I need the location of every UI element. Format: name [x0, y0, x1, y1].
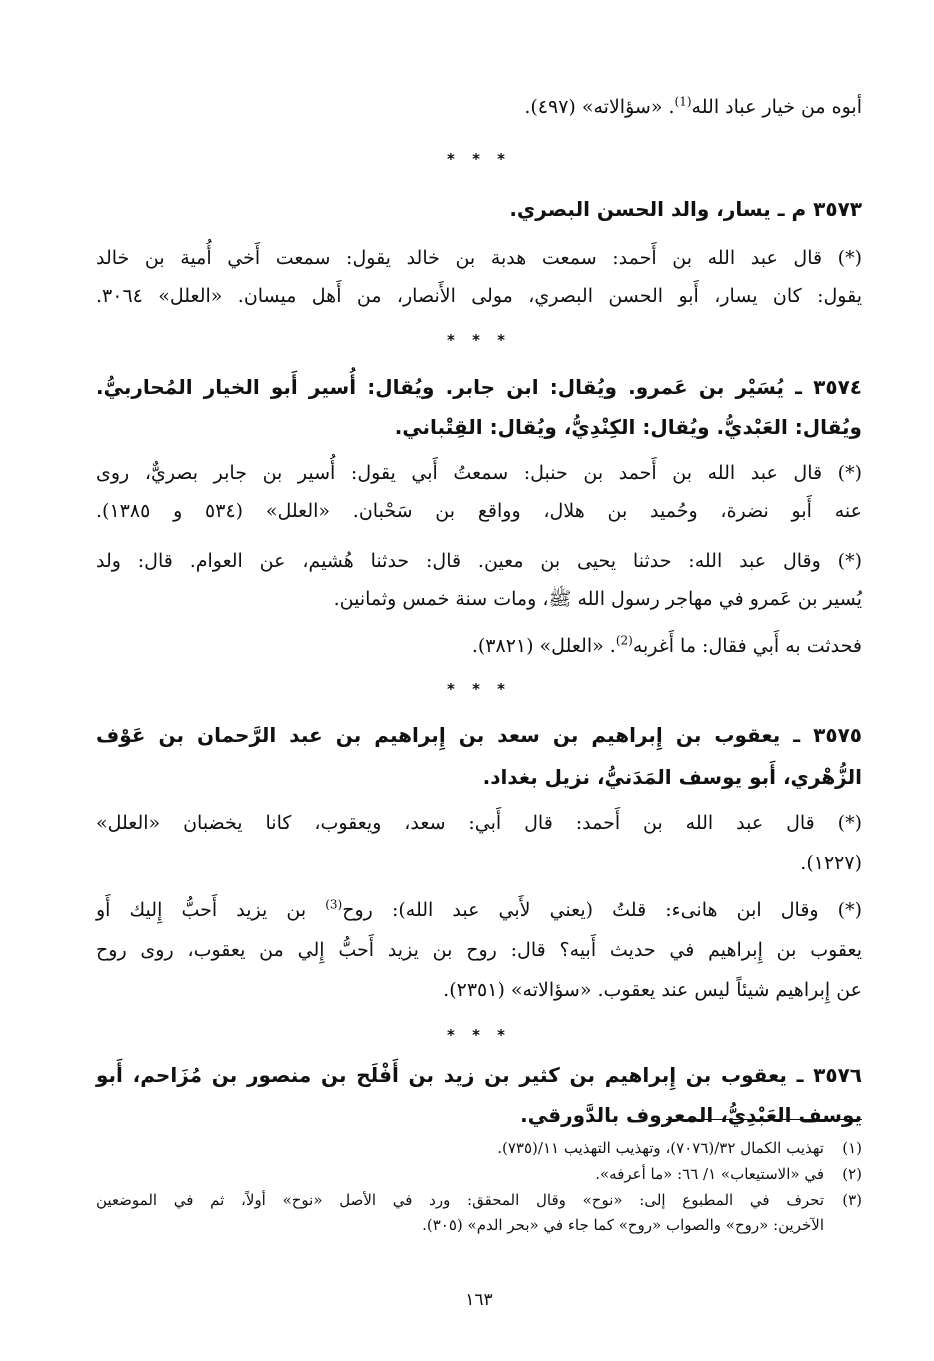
entry-heading-3573: ٣٥٧٣ م ـ يسار، والد الحسن البصري. [509, 197, 862, 221]
text-line: يُسير بن عَمرو في مهاجر رسول الله ﷺ، ومات سنة خمس وثمانين. [333, 588, 862, 610]
page-number: ١٦٣ [465, 1290, 493, 1310]
entry-heading-3575: ٣٥٧٥ ـ يعقوب بن إِبراهيم بن سعد بن إِبراهيم بن عبد الرَّحمان بن عَوْف [96, 723, 862, 747]
footnote-divider [666, 1119, 862, 1120]
footnote-ref[interactable]: (2) [615, 633, 633, 648]
section-separator: * * * [447, 1026, 511, 1044]
entry-heading-3575-cont: الزُّهْري، أَبو يوسف المَدَنيُّ، نزيل بغداد. [482, 765, 862, 789]
text-line: (*) وقال عبد الله: حدثنا يحيى بن معين. قال: حدثنا هُشيم، عن العوام. قال: ولد [96, 550, 862, 572]
footnote-ref[interactable]: (3) [325, 897, 343, 912]
footnote-2: (٢)في «الاستيعاب» ١/ ٦٦: «ما أعرفه». [96, 1162, 862, 1186]
text-line: يقول: كان يسار، أَبو الحسن البصري، مولى الأَنصار، من أَهل ميسان. «العلل» ٣٠٦٤. [96, 285, 862, 307]
entry-heading-3576: ٣٥٧٦ ـ يعقوب بن إِبراهيم بن كثير بن زيد بن أَفْلَح بن منصور بن مُزَاحم، أَبو [96, 1063, 862, 1087]
footnote-number: (١) [842, 1139, 862, 1157]
text-line: يعقوب بن إِبراهيم في حديث أَبيه؟ قال: روح بن يزيد أَحبُّ إِلي من يعقوب، روى روح [96, 939, 862, 961]
text-line: (١٢٢٧). [800, 852, 862, 874]
text-line: (*) وقال ابن هانىء: قلتُ (يعني لأَبي عبد الله): روح$^{(3)}$ بن يزيد أَحبُّ إِليك أَو [96, 897, 863, 921]
footnote-ref[interactable]: (1) [674, 94, 692, 109]
footnote-1: (١)تهذيب الكمال ٣٢/(٧٠٧٦)، وتهذيب التهذيب ١١/(٧٣٥). [96, 1136, 862, 1160]
footnote-3: (٣)تحرف في المطبوع إلى: «نوح» وقال المحقق: ورد في الأصل «نوح» أولاً، ثم في الموضعين [96, 1188, 862, 1212]
text-line: (*) قال عبد الله بن أَحمد بن حنبل: سمعتُ أَبي يقول: أُسير بن جابر بصريٌّ، روى [96, 462, 862, 484]
entry-heading-3574: ٣٥٧٤ ـ يُسَيْر بن عَمرو. ويُقال: ابن جابر. ويُقال: أُسير أَبو الخيار المُحاربيُّ. [96, 375, 862, 399]
entry-heading-3574-cont: ويُقال: العَبْديُّ. ويُقال: الكِنْدِيُّ، ويُقال: القِتْباني. [394, 415, 862, 439]
footnote-number: (٣) [842, 1191, 862, 1209]
text-line: (*) قال عبد الله بن أَحمد: قال أَبي: سعد، ويعقوب، كانا يخضبان «العلل» [96, 812, 862, 834]
footnote-number: (٢) [842, 1165, 862, 1183]
text-line: (*) قال عبد الله بن أَحمد: سمعت هدبة بن خالد يقول: سمعت أَخي أُمية بن خالد [96, 247, 862, 269]
document-page [96, 46, 862, 1341]
text-line: عنه أَبو نضرة، وحُميد بن هلال، وواقع بن سَحْبان. «العلل» (٥٣٤ و ١٣٨٥). [96, 500, 862, 522]
text-line: عن إِبراهيم شيئاً ليس عند يعقوب. «سؤالاته» (٢٣٥١). [443, 979, 862, 1001]
section-separator: * * * [447, 150, 511, 168]
footnote-3-cont: الآخرين: «روح» والصواب «روح» كما جاء في «بحر الدم» (٣٠٥). [422, 1216, 824, 1234]
section-separator: * * * [447, 331, 511, 349]
section-separator: * * * [447, 680, 511, 698]
text-line: أبوه من خيار عباد الله$^{(1)}$. «سؤالاته» (٤٩٧). [524, 94, 862, 118]
text-line: فحدثت به أَبي فقال: ما أَغربه$^{(2)}$. «العلل» (٣٨٢١). [471, 633, 862, 657]
entry-heading-3576-cont: يوسف العَبْدِيُّ، المعروف بالدَّورقي. [520, 1103, 862, 1127]
